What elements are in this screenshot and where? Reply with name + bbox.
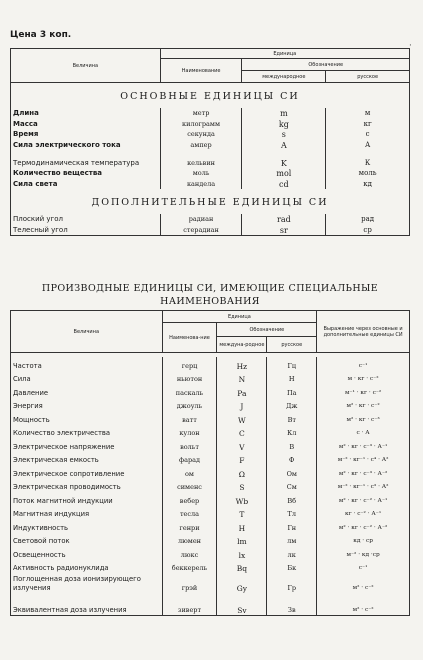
col-header-expression: Выражение через основные и дополнительные единицы СИ <box>317 311 410 353</box>
intl-symbol: sr <box>242 225 326 236</box>
si-expression: м² · кг · с⁻² · А⁻² <box>317 519 410 533</box>
rus-symbol: Кл <box>267 425 317 439</box>
unit-name: зиверт <box>162 593 217 615</box>
unit-name: грэй <box>162 573 217 593</box>
col-header-intl: международное <box>242 71 326 83</box>
intl-symbol: Wb <box>217 492 267 506</box>
rus-symbol: Па <box>267 384 317 398</box>
rus-symbol: В <box>267 438 317 452</box>
intl-symbol: Sv <box>217 593 267 615</box>
quantity-name: Магнитная индукция <box>11 506 163 520</box>
unit-name: кандела <box>160 179 242 190</box>
quantity-name: Освещенность <box>11 546 163 560</box>
intl-symbol: H <box>217 519 267 533</box>
rus-symbol: Гц <box>267 357 317 371</box>
rus-symbol: Ом <box>267 465 317 479</box>
rus-symbol: кг <box>326 119 410 130</box>
rus-symbol: Гн <box>267 519 317 533</box>
si-expression: м⁻² · кг⁻¹ · с³ · А² <box>317 479 410 493</box>
unit-name: ватт <box>162 411 217 425</box>
rus-symbol: кд <box>326 179 410 190</box>
quantity-name: Сила электрического тока <box>11 140 161 151</box>
quantity-name: Давление <box>11 384 163 398</box>
intl-symbol: K <box>242 150 326 168</box>
intl-symbol: mol <box>242 168 326 179</box>
intl-symbol: Bq <box>217 560 267 574</box>
unit-name: люмен <box>162 533 217 547</box>
unit-name: секунда <box>160 129 242 140</box>
rus-symbol: Тл <box>267 506 317 520</box>
intl-symbol: A <box>242 140 326 151</box>
intl-symbol: F <box>217 452 267 466</box>
col-header-quantity: Величина <box>11 49 161 83</box>
quantity-name: Масса <box>11 119 161 130</box>
intl-symbol: V <box>217 438 267 452</box>
si-expression: м² · кг · с⁻³ · А⁻¹ <box>317 438 410 452</box>
section-title-extra: ДОПОЛНИТЕЛЬНЫЕ ЕДИНИЦЫ СИ <box>11 189 410 214</box>
si-expression: м² · кг · с⁻³ <box>317 411 410 425</box>
unit-name: килограмм <box>160 119 242 130</box>
intl-symbol: J <box>217 398 267 412</box>
intl-symbol: W <box>217 411 267 425</box>
quantity-name: Количество электричества <box>11 425 163 439</box>
unit-name: радиан <box>160 214 242 225</box>
unit-name: генри <box>162 519 217 533</box>
si-expression: м⁻¹ · кг · с⁻² <box>317 384 410 398</box>
intl-symbol: T <box>217 506 267 520</box>
quantity-name: Сила <box>11 371 163 385</box>
page-mark: ' <box>409 44 411 51</box>
si-expression: кд · ср <box>317 533 410 547</box>
intl-symbol: lx <box>217 546 267 560</box>
col-header-designation: Обозначение <box>242 59 410 71</box>
intl-symbol: m <box>242 108 326 119</box>
unit-name: ампер <box>160 140 242 151</box>
unit-name: кельвин <box>160 150 242 168</box>
derived-units-table <box>10 310 410 616</box>
intl-symbol: C <box>217 425 267 439</box>
quantity-name: Электрическое напряжение <box>11 438 163 452</box>
unit-name: моль <box>160 168 242 179</box>
base-units-table <box>10 48 410 236</box>
unit-name: сименс <box>162 479 217 493</box>
unit-name: стерадиан <box>160 225 242 236</box>
quantity-name: Время <box>11 129 161 140</box>
unit-name: джоуль <box>162 398 217 412</box>
intl-symbol: cd <box>242 179 326 190</box>
unit-name: вольт <box>162 438 217 452</box>
quantity-name: Поглощенная доза ионизирующего излучения <box>11 573 163 593</box>
section-title-base: ОСНОВНЫЕ ЕДИНИЦЫ СИ <box>11 83 410 109</box>
unit-name: фарад <box>162 452 217 466</box>
col-header-quantity: Величина <box>11 311 163 353</box>
rus-symbol: м <box>326 108 410 119</box>
quantity-name: Поток магнитной индукции <box>11 492 163 506</box>
unit-name: люкс <box>162 546 217 560</box>
si-expression: м² · с⁻² <box>317 573 410 593</box>
col-header-rus: русское <box>267 337 317 353</box>
unit-name: ньютон <box>162 371 217 385</box>
intl-symbol: N <box>217 371 267 385</box>
price-label: Цена 3 коп. <box>10 30 72 40</box>
quantity-name: Энергия <box>11 398 163 412</box>
rus-symbol: Н <box>267 371 317 385</box>
intl-symbol: lm <box>217 533 267 547</box>
unit-name: кулон <box>162 425 217 439</box>
quantity-name: Электрическая емкость <box>11 452 163 466</box>
rus-symbol: Дж <box>267 398 317 412</box>
intl-symbol: rad <box>242 214 326 225</box>
quantity-name: Сила света <box>11 179 161 190</box>
quantity-name: Мощность <box>11 411 163 425</box>
intl-symbol: Pa <box>217 384 267 398</box>
rus-symbol: Вб <box>267 492 317 506</box>
intl-symbol: S <box>217 479 267 493</box>
si-expression: м² · кг · с⁻³ · А⁻² <box>317 465 410 479</box>
unit-name: ом <box>162 465 217 479</box>
rus-symbol: А <box>326 140 410 151</box>
rus-symbol: лк <box>267 546 317 560</box>
quantity-name: Термодинамическая температура <box>11 150 161 168</box>
col-header-designation: Обозначение <box>217 323 317 337</box>
col-header-unit: Единица <box>160 49 409 59</box>
quantity-name: Эквивалентная доза излучения <box>11 593 163 615</box>
si-expression: с⁻¹ <box>317 560 410 574</box>
si-expression: м² · кг · с⁻² <box>317 398 410 412</box>
rus-symbol: Ф <box>267 452 317 466</box>
quantity-name: Электрическое сопротивление <box>11 465 163 479</box>
quantity-name: Электрическая проводимость <box>11 479 163 493</box>
quantity-name: Индуктивность <box>11 519 163 533</box>
quantity-name: Плоский угол <box>11 214 161 225</box>
si-expression: м · кг · с⁻² <box>317 371 410 385</box>
rus-symbol: К <box>326 150 410 168</box>
section-title-derived: ПРОИЗВОДНЫЕ ЕДИНИЦЫ СИ, ИМЕЮЩИЕ СПЕЦИАЛЬНЫЕ НАИМЕНОВАНИЯ <box>41 283 379 307</box>
rus-symbol: с <box>326 129 410 140</box>
unit-name: метр <box>160 108 242 119</box>
unit-name: вебер <box>162 492 217 506</box>
quantity-name: Световой поток <box>11 533 163 547</box>
col-header-intl: междуна-родное <box>217 337 267 353</box>
si-expression: м² · с⁻² <box>317 593 410 615</box>
intl-symbol: Gy <box>217 573 267 593</box>
unit-name: тесла <box>162 506 217 520</box>
col-header-unit: Единица <box>162 311 317 323</box>
si-expression: кг · с⁻² · А⁻¹ <box>317 506 410 520</box>
rus-symbol: лм <box>267 533 317 547</box>
rus-symbol: рад <box>326 214 410 225</box>
rus-symbol: моль <box>326 168 410 179</box>
intl-symbol: s <box>242 129 326 140</box>
si-expression: м² · кг · с⁻² · А⁻¹ <box>317 492 410 506</box>
si-expression: м⁻² · кд ·ср <box>317 546 410 560</box>
col-header-rus: русское <box>326 71 410 83</box>
si-expression: м⁻² · кг⁻¹ · с⁴ · А² <box>317 452 410 466</box>
col-header-name: Наименова-ние <box>162 323 217 353</box>
rus-symbol: Гр <box>267 573 317 593</box>
quantity-name: Частота <box>11 357 163 371</box>
quantity-name: Длина <box>11 108 161 119</box>
quantity-name: Количество вещества <box>11 168 161 179</box>
si-expression: с⁻¹ <box>317 357 410 371</box>
rus-symbol: См <box>267 479 317 493</box>
unit-name: паскаль <box>162 384 217 398</box>
unit-name: беккерель <box>162 560 217 574</box>
si-expression: с · А <box>317 425 410 439</box>
col-header-name: Наименование <box>160 59 242 83</box>
quantity-name: Телесный угол <box>11 225 161 236</box>
rus-symbol: ср <box>326 225 410 236</box>
rus-symbol: Зв <box>267 593 317 615</box>
rus-symbol: Бк <box>267 560 317 574</box>
unit-name: герц <box>162 357 217 371</box>
quantity-name: Активность радионуклида <box>11 560 163 574</box>
intl-symbol: kg <box>242 119 326 130</box>
intl-symbol: Hz <box>217 357 267 371</box>
rus-symbol: Вт <box>267 411 317 425</box>
intl-symbol: Ω <box>217 465 267 479</box>
